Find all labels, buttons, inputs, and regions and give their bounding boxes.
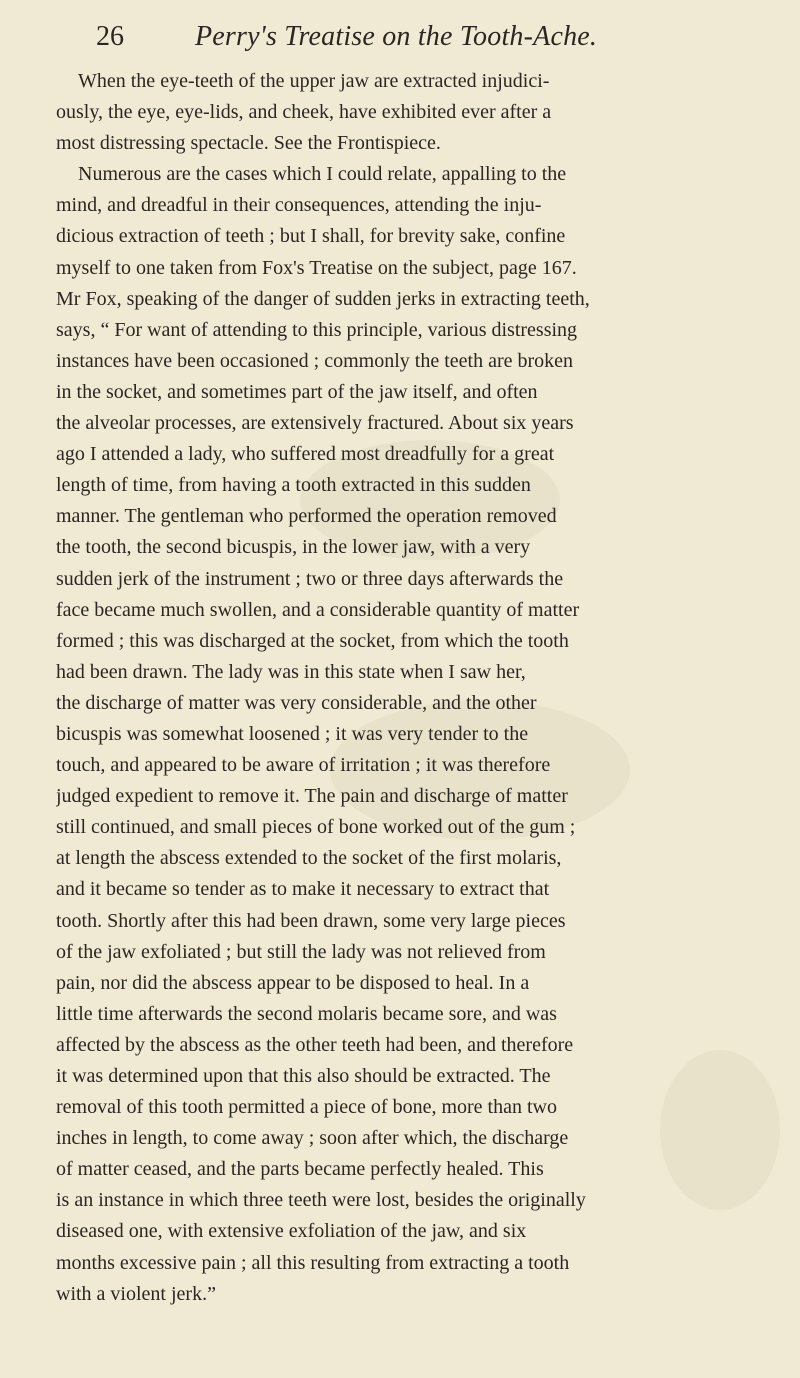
text-line: says, “ For want of attending to this principle, various distressing bbox=[56, 318, 578, 341]
text-line: bicuspis was somewhat loosened ; it was very tender to the bbox=[56, 722, 529, 745]
page-number: 26 bbox=[96, 21, 124, 52]
text-line: sudden jerk of the instrument ; two or three days afterwards the bbox=[56, 567, 564, 590]
text-line: is an instance in which three teeth were lost, besides the originally bbox=[56, 1189, 586, 1212]
text-line: Numerous are the cases which I could relate, appalling to the bbox=[78, 163, 567, 186]
text-line: of the jaw exfoliated ; but still the lady was not relieved from bbox=[56, 940, 546, 963]
text-line: affected by the abscess as the other teeth had been, and therefore bbox=[56, 1033, 574, 1056]
text-line: inches in length, to come away ; soon after which, the discharge bbox=[56, 1127, 569, 1150]
text-line: in the socket, and sometimes part of the jaw itself, and often bbox=[56, 380, 538, 403]
text-line: touch, and appeared to be aware of irritation ; it was therefore bbox=[56, 754, 551, 777]
text-line: When the eye-teeth of the upper jaw are extracted injudici- bbox=[78, 70, 550, 92]
text-line: months excessive pain ; all this resulting from extracting a tooth bbox=[56, 1251, 570, 1274]
body-text bbox=[56, 66, 764, 1310]
text-line: ago I attended a lady, who suffered most dreadfully for a great bbox=[56, 443, 555, 466]
text-line: removal of this tooth permitted a piece of bone, more than two bbox=[56, 1096, 557, 1119]
text-line: mind, and dreadful in their consequences, attending the inju- bbox=[56, 194, 542, 217]
text-line: it was determined upon that this also should be extracted. The bbox=[56, 1065, 551, 1087]
text-line: dicious extraction of teeth ; but I shall, for brevity sake, confine bbox=[56, 225, 566, 248]
text-line: of matter ceased, and the parts became perfectly healed. This bbox=[56, 1158, 544, 1181]
text-line: manner. The gentleman who performed the operation removed bbox=[56, 505, 557, 528]
text-line: had been drawn. The lady was in this state when I saw her, bbox=[56, 660, 526, 683]
text-line: the alveolar processes, are extensively fractured. About six years bbox=[56, 412, 574, 435]
text-line: length of time, from having a tooth extracted in this sudden bbox=[56, 474, 531, 497]
text-line: little time afterwards the second molaris became sore, and was bbox=[56, 1002, 557, 1025]
text-line: at length the abscess extended to the socket of the first molaris, bbox=[56, 847, 562, 870]
text-line: the discharge of matter was very considerable, and the other bbox=[56, 691, 537, 714]
text-line: judged expedient to remove it. The pain and discharge of matter bbox=[56, 785, 568, 808]
text-line: Mr Fox, speaking of the danger of sudden jerks in extracting teeth, bbox=[56, 287, 590, 310]
text-line: face became much swollen, and a considerable quantity of matter bbox=[56, 598, 580, 621]
text-line: formed ; this was discharged at the socket, from which the tooth bbox=[56, 629, 569, 652]
text-line: tooth. Shortly after this had been drawn, some very large pieces bbox=[56, 909, 566, 932]
text-line: the tooth, the second bicuspis, in the lower jaw, with a very bbox=[56, 536, 531, 559]
text-line: with a violent jerk.” bbox=[56, 1282, 216, 1305]
text-line: myself to one taken from Fox's Treatise on the subject, page 167. bbox=[56, 256, 577, 279]
text-line: and it became so tender as to make it necessary to extract that bbox=[56, 878, 550, 901]
text-line: most distressing spectacle. See the Frontispiece. bbox=[56, 132, 441, 155]
page-header bbox=[0, 14, 800, 64]
text-line: diseased one, with extensive exfoliation of the jaw, and six bbox=[56, 1220, 527, 1243]
text-line: ously, the eye, eye-lids, and cheek, have exhibited ever after a bbox=[56, 101, 552, 124]
text-line: instances have been occasioned ; commonly the teeth are broken bbox=[56, 349, 574, 372]
text-line: pain, nor did the abscess appear to be disposed to heal. In a bbox=[56, 971, 530, 994]
text-line: still continued, and small pieces of bone worked out of the gum ; bbox=[56, 816, 576, 839]
running-title: Perry's Treatise on the Tooth-Ache. bbox=[195, 21, 598, 52]
